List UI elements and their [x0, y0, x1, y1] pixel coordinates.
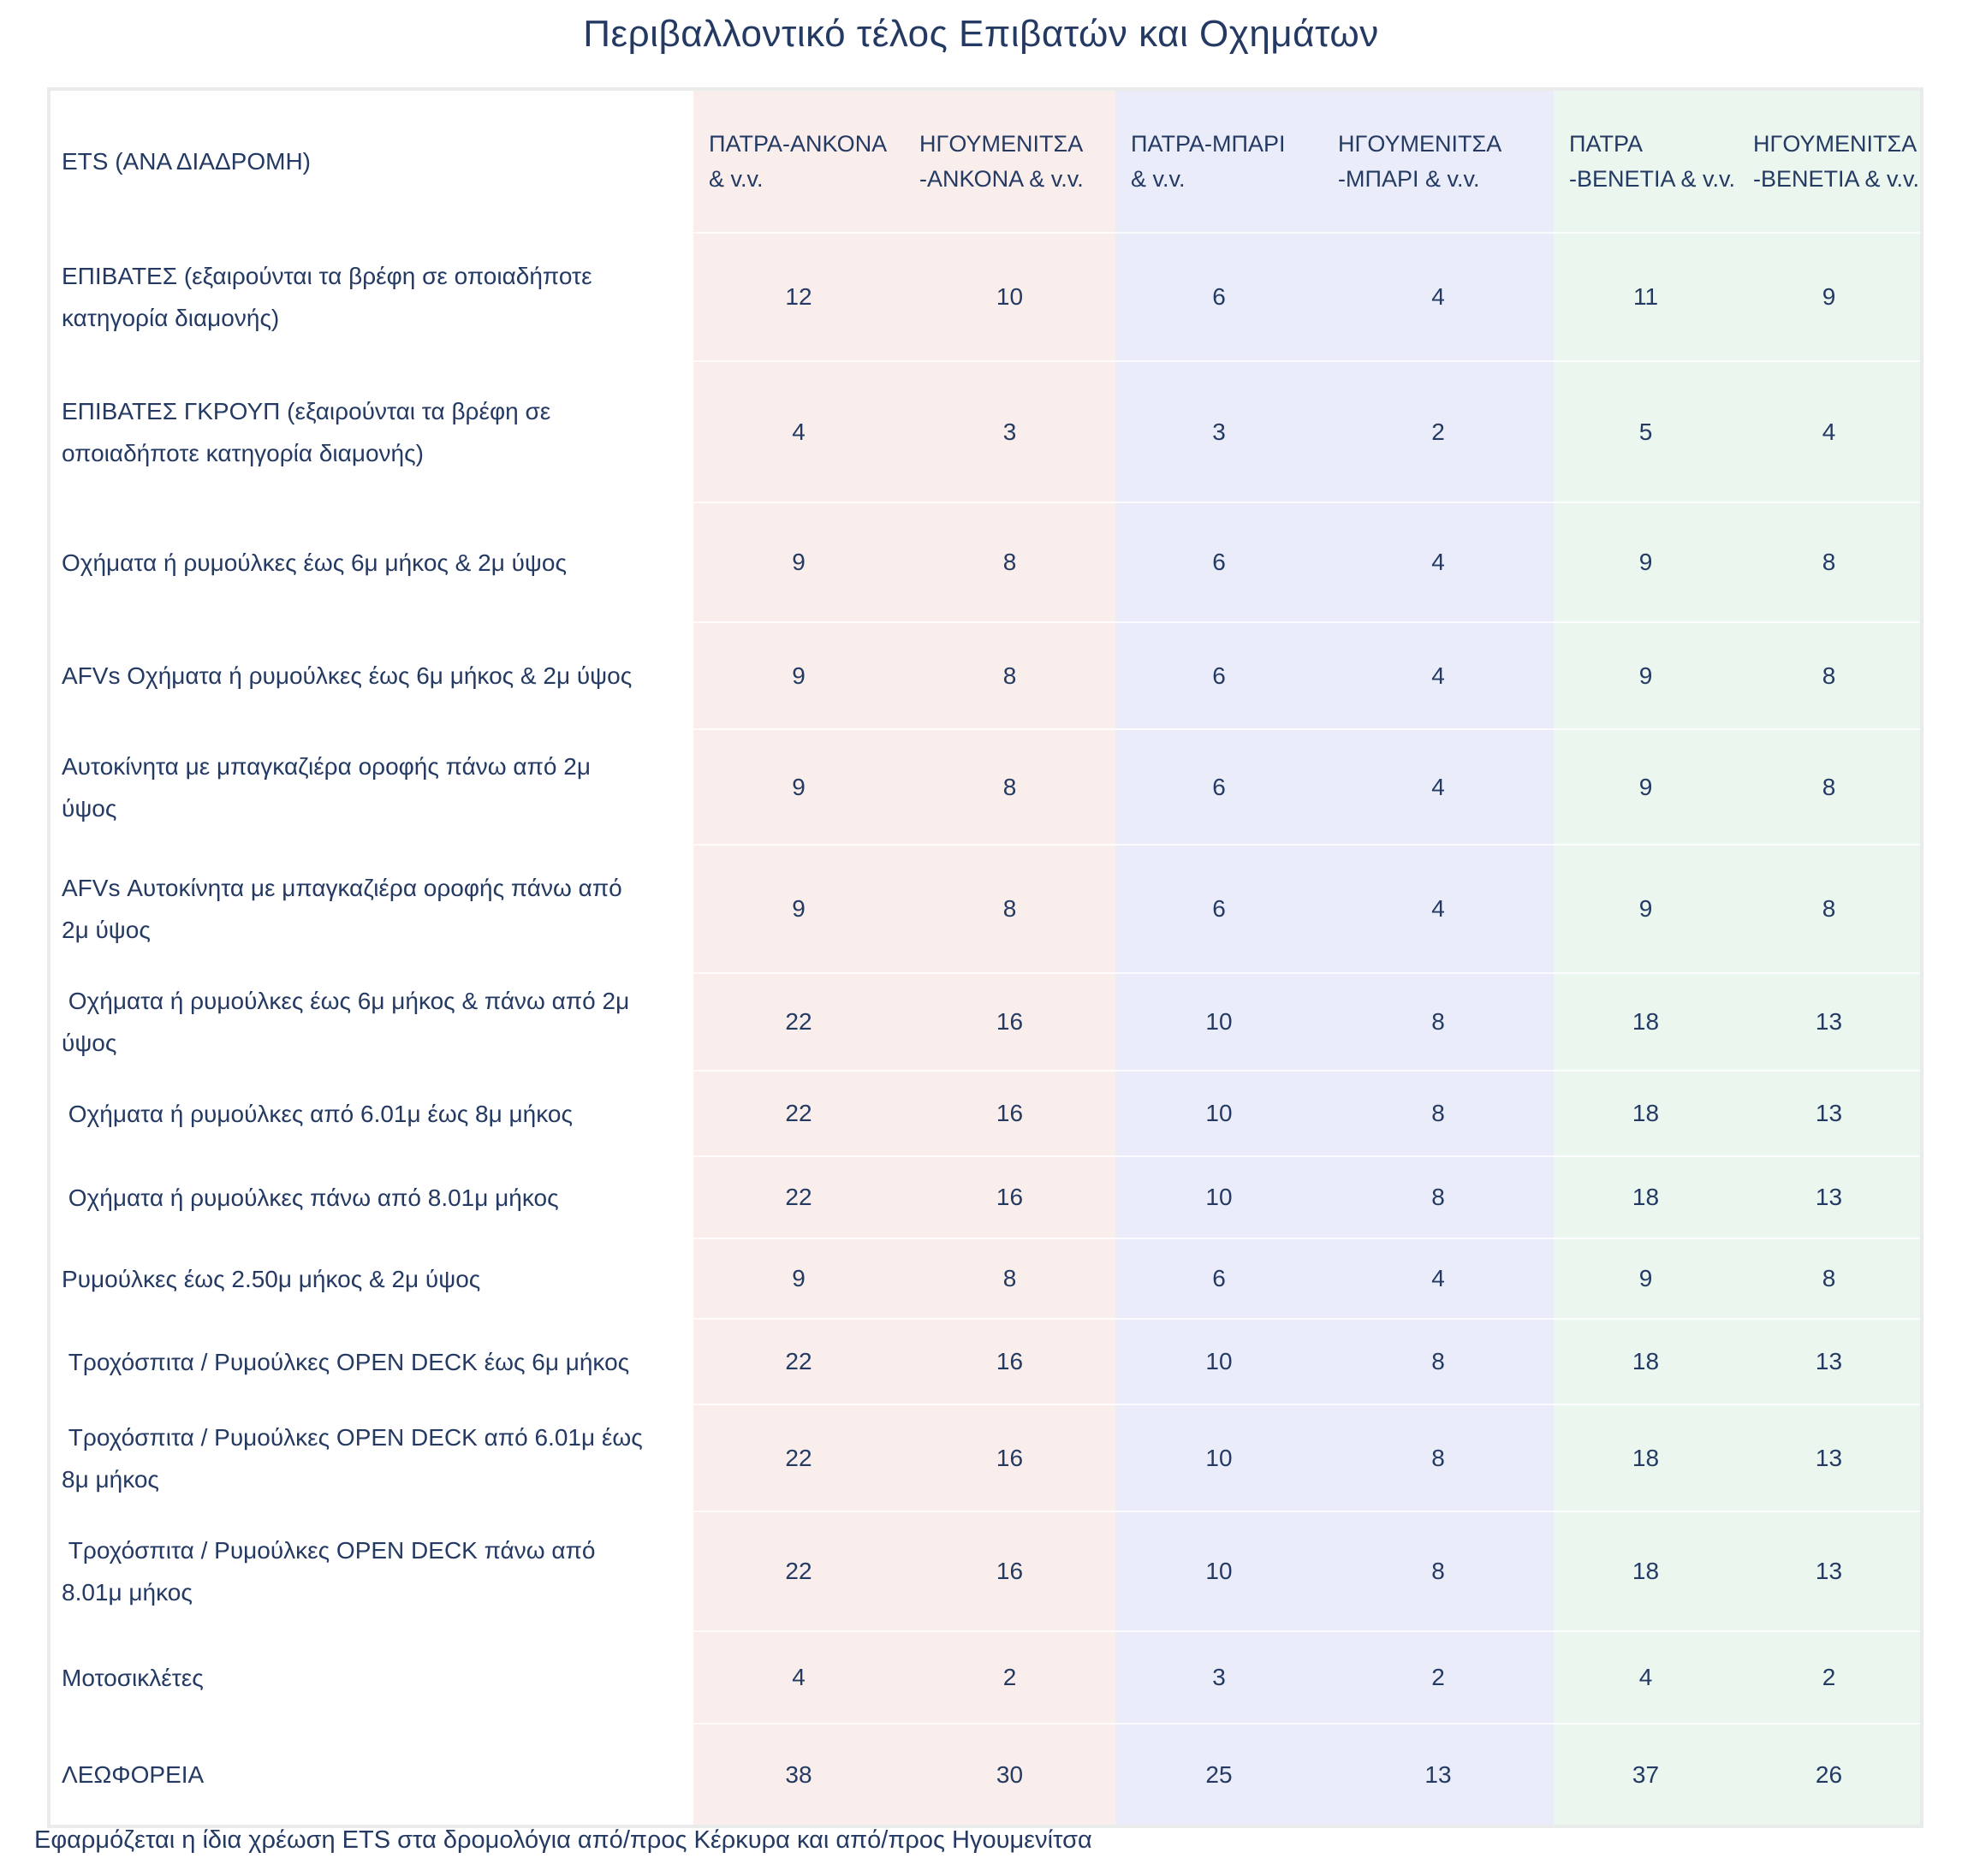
fee-value-patra-venetia: 9	[1554, 729, 1738, 845]
column-header-line2: -ΜΠΑΡΙ & v.v.	[1338, 165, 1480, 192]
fee-value-igoumenitsa-venetia: 8	[1738, 729, 1920, 845]
fee-table-container	[47, 87, 1923, 1828]
column-header-line1: ΠΑΤΡΑ	[1569, 131, 1644, 157]
fee-value-patra-venetia: 37	[1554, 1724, 1738, 1825]
fee-value-igoumenitsa-ancona: 3	[904, 361, 1115, 502]
fee-value-igoumenitsa-bari: 8	[1323, 1319, 1554, 1404]
fee-value-igoumenitsa-venetia: 13	[1738, 1511, 1920, 1631]
fee-value-patra-ancona: 22	[693, 1511, 904, 1631]
row-label: Τροχόσπιτα / Ρυμούλκες OPEN DECK πάνω από 8.01μ μήκος	[51, 1511, 693, 1631]
fee-value-igoumenitsa-venetia: 8	[1738, 622, 1920, 729]
fee-value-igoumenitsa-bari: 8	[1323, 1071, 1554, 1156]
fee-value-patra-bari: 10	[1115, 973, 1323, 1071]
fee-value-igoumenitsa-bari: 8	[1323, 1404, 1554, 1511]
fee-value-patra-bari: 6	[1115, 233, 1323, 361]
fee-value-igoumenitsa-ancona: 16	[904, 1404, 1115, 1511]
fee-value-igoumenitsa-bari: 13	[1323, 1724, 1554, 1825]
fee-value-patra-venetia: 9	[1554, 1238, 1738, 1319]
fee-value-patra-ancona: 22	[693, 1071, 904, 1156]
column-header-patra-bari	[1115, 91, 1323, 233]
fee-value-igoumenitsa-bari: 2	[1323, 1631, 1554, 1724]
fee-value-igoumenitsa-bari: 4	[1323, 845, 1554, 973]
fee-value-patra-bari: 10	[1115, 1511, 1323, 1631]
fee-value-igoumenitsa-bari: 8	[1323, 1511, 1554, 1631]
fee-value-igoumenitsa-bari: 4	[1323, 233, 1554, 361]
fee-value-patra-venetia: 18	[1554, 1071, 1738, 1156]
table-row	[51, 845, 1920, 973]
table-row	[51, 1404, 1920, 1511]
table-row	[51, 1156, 1920, 1238]
fee-value-patra-venetia: 9	[1554, 622, 1738, 729]
column-header-line1: ΗΓΟΥΜΕΝΙΤΣΑ	[1338, 131, 1502, 157]
fee-value-patra-ancona: 22	[693, 1319, 904, 1404]
header-row	[51, 91, 1920, 233]
column-header-line2: & v.v.	[1131, 165, 1186, 192]
fee-value-patra-ancona: 22	[693, 973, 904, 1071]
fee-value-igoumenitsa-bari: 8	[1323, 1156, 1554, 1238]
fee-value-igoumenitsa-venetia: 13	[1738, 1319, 1920, 1404]
fee-value-igoumenitsa-bari: 8	[1323, 973, 1554, 1071]
fee-value-patra-bari: 10	[1115, 1404, 1323, 1511]
fee-value-igoumenitsa-ancona: 8	[904, 622, 1115, 729]
column-header-igoumenitsa-venetia	[1738, 91, 1920, 233]
row-label: Τροχόσπιτα / Ρυμούλκες OPEN DECK από 6.01μ έως 8μ μήκος	[51, 1404, 693, 1511]
fee-value-igoumenitsa-ancona: 30	[904, 1724, 1115, 1825]
fee-value-patra-venetia: 18	[1554, 1156, 1738, 1238]
fee-value-patra-ancona: 22	[693, 1404, 904, 1511]
corner-header: ETS (ΑΝΑ ΔΙΑΔΡΟΜΗ)	[51, 91, 693, 233]
table-row	[51, 233, 1920, 361]
footnote: Εφαρμόζεται η ίδια χρέωση ETS στα δρομολόγια από/προς Κέρκυρα και από/προς Ηγουμενίτσα	[34, 1826, 1092, 1854]
table-row	[51, 1511, 1920, 1631]
table-row	[51, 1071, 1920, 1156]
row-label: AFVs Αυτοκίνητα με μπαγκαζιέρα οροφής πάνω από 2μ ύψος	[51, 845, 693, 973]
column-header-line2: -ΒΕΝΕΤΙΑ & v.v.	[1569, 165, 1736, 192]
row-label: Τροχόσπιτα / Ρυμούλκες OPEN DECK έως 6μ μήκος	[51, 1319, 693, 1404]
fee-value-igoumenitsa-bari: 2	[1323, 361, 1554, 502]
fee-value-patra-bari: 3	[1115, 1631, 1323, 1724]
fee-value-patra-venetia: 5	[1554, 361, 1738, 502]
fee-value-igoumenitsa-ancona: 2	[904, 1631, 1115, 1724]
fee-value-igoumenitsa-ancona: 16	[904, 1319, 1115, 1404]
fee-value-patra-ancona: 9	[693, 502, 904, 622]
fee-value-patra-ancona: 4	[693, 1631, 904, 1724]
fee-table-header	[51, 91, 1920, 233]
fee-value-patra-ancona: 12	[693, 233, 904, 361]
fee-value-igoumenitsa-ancona: 8	[904, 845, 1115, 973]
fee-value-patra-bari: 10	[1115, 1319, 1323, 1404]
fee-value-igoumenitsa-ancona: 16	[904, 1071, 1115, 1156]
fee-value-patra-bari: 10	[1115, 1071, 1323, 1156]
fee-value-igoumenitsa-venetia: 13	[1738, 1071, 1920, 1156]
fee-value-igoumenitsa-venetia: 4	[1738, 361, 1920, 502]
fee-value-igoumenitsa-venetia: 13	[1738, 1156, 1920, 1238]
page-title: Περιβαλλοντικό τέλος Επιβατών και Οχημάτων	[583, 13, 1379, 55]
row-label: Μοτοσικλέτες	[51, 1631, 693, 1724]
fee-value-patra-ancona: 38	[693, 1724, 904, 1825]
fee-value-patra-ancona: 9	[693, 622, 904, 729]
fee-value-patra-ancona: 9	[693, 729, 904, 845]
fee-value-patra-ancona: 22	[693, 1156, 904, 1238]
fee-value-patra-venetia: 18	[1554, 1404, 1738, 1511]
fee-value-patra-ancona: 9	[693, 845, 904, 973]
column-header-line2: -ΑΝΚΟΝΑ & v.v.	[919, 165, 1084, 192]
row-label: ΛΕΩΦΟΡΕΙΑ	[51, 1724, 693, 1825]
table-row	[51, 622, 1920, 729]
fee-table-body	[51, 233, 1920, 1825]
row-label: ΕΠΙΒΑΤΕΣ (εξαιρούνται τα βρέφη σε οποιαδήποτε κατηγορία διαμονής)	[51, 233, 693, 361]
row-label: Αυτοκίνητα με μπαγκαζιέρα οροφής πάνω από 2μ ύψος	[51, 729, 693, 845]
fee-value-igoumenitsa-ancona: 8	[904, 729, 1115, 845]
column-header-igoumenitsa-bari	[1323, 91, 1554, 233]
fee-value-igoumenitsa-bari: 4	[1323, 622, 1554, 729]
column-header-patra-venetia	[1554, 91, 1738, 233]
row-label: Οχήματα ή ρυμούλκες έως 6μ μήκος & πάνω από 2μ ύψος	[51, 973, 693, 1071]
fee-value-igoumenitsa-bari: 4	[1323, 1238, 1554, 1319]
column-header-line1: ΠΑΤΡΑ-ΜΠΑΡΙ	[1131, 131, 1286, 157]
row-label: AFVs Οχήματα ή ρυμούλκες έως 6μ μήκος & 2μ ύψος	[51, 622, 693, 729]
row-label: Ρυμούλκες έως 2.50μ μήκος & 2μ ύψος	[51, 1238, 693, 1319]
fee-value-patra-bari: 3	[1115, 361, 1323, 502]
fee-value-patra-ancona: 9	[693, 1238, 904, 1319]
table-row	[51, 729, 1920, 845]
table-row	[51, 1724, 1920, 1825]
table-row	[51, 502, 1920, 622]
column-header-line2: & v.v.	[709, 165, 764, 192]
fee-value-igoumenitsa-ancona: 16	[904, 1511, 1115, 1631]
fee-value-patra-bari: 6	[1115, 502, 1323, 622]
fee-value-igoumenitsa-venetia: 8	[1738, 502, 1920, 622]
fee-value-patra-venetia: 11	[1554, 233, 1738, 361]
table-row	[51, 973, 1920, 1071]
column-header-line1: ΗΓΟΥΜΕΝΙΤΣΑ	[919, 131, 1084, 157]
fee-value-igoumenitsa-ancona: 8	[904, 1238, 1115, 1319]
table-row	[51, 1238, 1920, 1319]
fee-value-igoumenitsa-venetia: 13	[1738, 973, 1920, 1071]
fee-value-igoumenitsa-venetia: 8	[1738, 1238, 1920, 1319]
fee-value-patra-bari: 6	[1115, 729, 1323, 845]
column-header-patra-ancona	[693, 91, 904, 233]
table-row	[51, 1319, 1920, 1404]
fee-value-igoumenitsa-ancona: 10	[904, 233, 1115, 361]
fee-value-patra-bari: 25	[1115, 1724, 1323, 1825]
row-label: Οχήματα ή ρυμούλκες έως 6μ μήκος & 2μ ύψος	[51, 502, 693, 622]
fee-value-patra-ancona: 4	[693, 361, 904, 502]
fee-value-igoumenitsa-venetia: 26	[1738, 1724, 1920, 1825]
column-header-igoumenitsa-ancona	[904, 91, 1115, 233]
fee-value-igoumenitsa-bari: 4	[1323, 502, 1554, 622]
fee-value-patra-bari: 6	[1115, 845, 1323, 973]
table-row	[51, 361, 1920, 502]
column-header-line1: ΠΑΤΡΑ-ΑΝΚΟΝΑ	[709, 131, 888, 157]
fee-value-patra-bari: 10	[1115, 1156, 1323, 1238]
fee-value-igoumenitsa-ancona: 8	[904, 502, 1115, 622]
fee-value-igoumenitsa-bari: 4	[1323, 729, 1554, 845]
fee-value-igoumenitsa-venetia: 2	[1738, 1631, 1920, 1724]
fee-value-patra-bari: 6	[1115, 622, 1323, 729]
fee-value-patra-venetia: 18	[1554, 1511, 1738, 1631]
table-row	[51, 1631, 1920, 1724]
row-label: Οχήματα ή ρυμούλκες από 6.01μ έως 8μ μήκος	[51, 1071, 693, 1156]
fee-value-patra-venetia: 9	[1554, 502, 1738, 622]
fee-value-igoumenitsa-ancona: 16	[904, 1156, 1115, 1238]
column-header-line2: -ΒΕΝΕΤΙΑ & v.v.	[1753, 165, 1920, 192]
fee-value-igoumenitsa-venetia: 13	[1738, 1404, 1920, 1511]
fee-value-patra-venetia: 4	[1554, 1631, 1738, 1724]
fee-value-igoumenitsa-venetia: 9	[1738, 233, 1920, 361]
fee-value-patra-venetia: 18	[1554, 1319, 1738, 1404]
fee-value-patra-bari: 6	[1115, 1238, 1323, 1319]
row-label: Οχήματα ή ρυμούλκες πάνω από 8.01μ μήκος	[51, 1156, 693, 1238]
row-label: ΕΠΙΒΑΤΕΣ ΓΚΡΟΥΠ (εξαιρούνται τα βρέφη σε οποιαδήποτε κατηγορία διαμονής)	[51, 361, 693, 502]
fee-value-patra-venetia: 18	[1554, 973, 1738, 1071]
fee-value-igoumenitsa-venetia: 8	[1738, 845, 1920, 973]
column-header-line1: ΗΓΟΥΜΕΝΙΤΣΑ	[1753, 131, 1917, 157]
fee-table	[51, 91, 1920, 1825]
fee-value-igoumenitsa-ancona: 16	[904, 973, 1115, 1071]
fee-value-patra-venetia: 9	[1554, 845, 1738, 973]
